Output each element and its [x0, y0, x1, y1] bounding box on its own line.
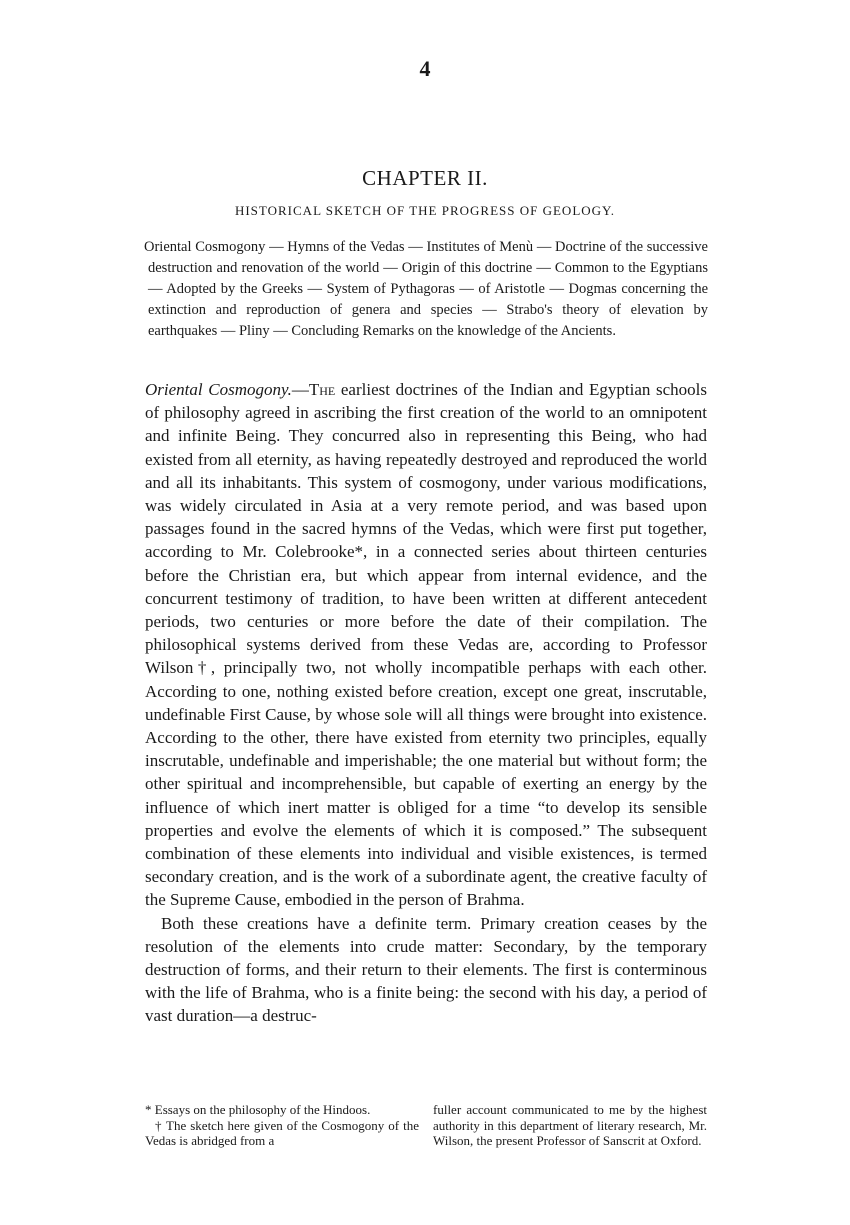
chapter-synopsis	[144, 237, 708, 342]
page-number: 4	[419, 56, 431, 81]
section-lead: Oriental Cosmogony.	[145, 380, 292, 399]
lead-dash: —	[291, 380, 309, 399]
paragraph-1	[145, 378, 707, 912]
footnotes	[145, 1102, 707, 1149]
footnote-column-right	[433, 1102, 707, 1149]
footnote-2-continued: fuller account communicated to me by the highest authority in this department of literary research, Mr. Wilson, the present Professor of Sanscrit at Oxford.	[433, 1102, 707, 1148]
synopsis-text: Oriental Cosmogony — Hymns of the Vedas — Institutes of Menù — Doctrine of the successive destruction and renovation of the world — Origin of this doctrine — Common to the Egyptians — Adopted by the Greeks — System of Pythagoras — of Aristotle — Dogmas concerning the extinction and reproduction of genera and species — Strabo's theory of elevation by earthquakes — Pliny — Concluding Remarks on the knowledge of the Ancients.	[144, 239, 708, 339]
footnote-column-left	[145, 1102, 419, 1149]
chapter-subtitle: HISTORICAL SKETCH OF THE PROGRESS OF GEOLOGY.	[234, 203, 616, 218]
footnote-2: † The sketch here given of the Cosmogony of the Vedas is abridged from a	[145, 1117, 419, 1148]
first-word: The	[308, 380, 336, 399]
paragraph-2: Both these creations have a definite term. Primary creation ceases by the resolution of the elements into crude matter: Secondary, by the temporary destruction of forms, and their return to their elements. The first is conterminous with the life of Brahma, who is a finite being: the second with his day, a period of vast duration—a destruc-	[145, 913, 707, 1026]
chapter-title: CHAPTER II.	[362, 166, 488, 190]
body-text	[145, 378, 707, 1028]
paragraph-1-text: earliest doctrines of the Indian and Egyptian schools of philosophy agreed in ascribing the first creation of the world to an omnipotent and infinite Being. They concurred also in representing this Being, who had existed from all eternity, as having repeatedly destroyed and reproduced the world and all its inhabitants. This system of cosmogony, under various modifications, was widely circulated in Asia at a very remote period, and was based upon passages found in the sacred hymns of the Vedas, which were first put together, according to Mr. Colebrooke*, in a connected series about thirteen centuries before the Christian era, but which appear from internal evidence, and the concurrent testimony of tradition, to have been written at different antecedent periods, two centuries or more before the date of their compilation. The philosophical systems derived from these Vedas are, according to Professor Wilson†, principally two, not wholly incompatible perhaps with each other. According to one, nothing existed before creation, except one great, inscrutable, undefinable First Cause, by whose sole will all things were brought into existence. According to the other, there have existed from eternity two principles, equally inscrutable, undefinable and imperishable; the one material but without form; the other spiritual and incomprehensible, but capable of exerting an energy by the influence of which inert matter is obliged for a time “to develop its sensible properties and evolve the elements of which it is composed.” The subsequent combination of these elements into individual and visible existences, is termed secondary creation, and is the work of a subordinate agent, the creative faculty of the Supreme Cause, embodied in the person of Brahma.	[145, 380, 708, 910]
footnote-1: * Essays on the philosophy of the Hindoos.	[145, 1102, 371, 1117]
